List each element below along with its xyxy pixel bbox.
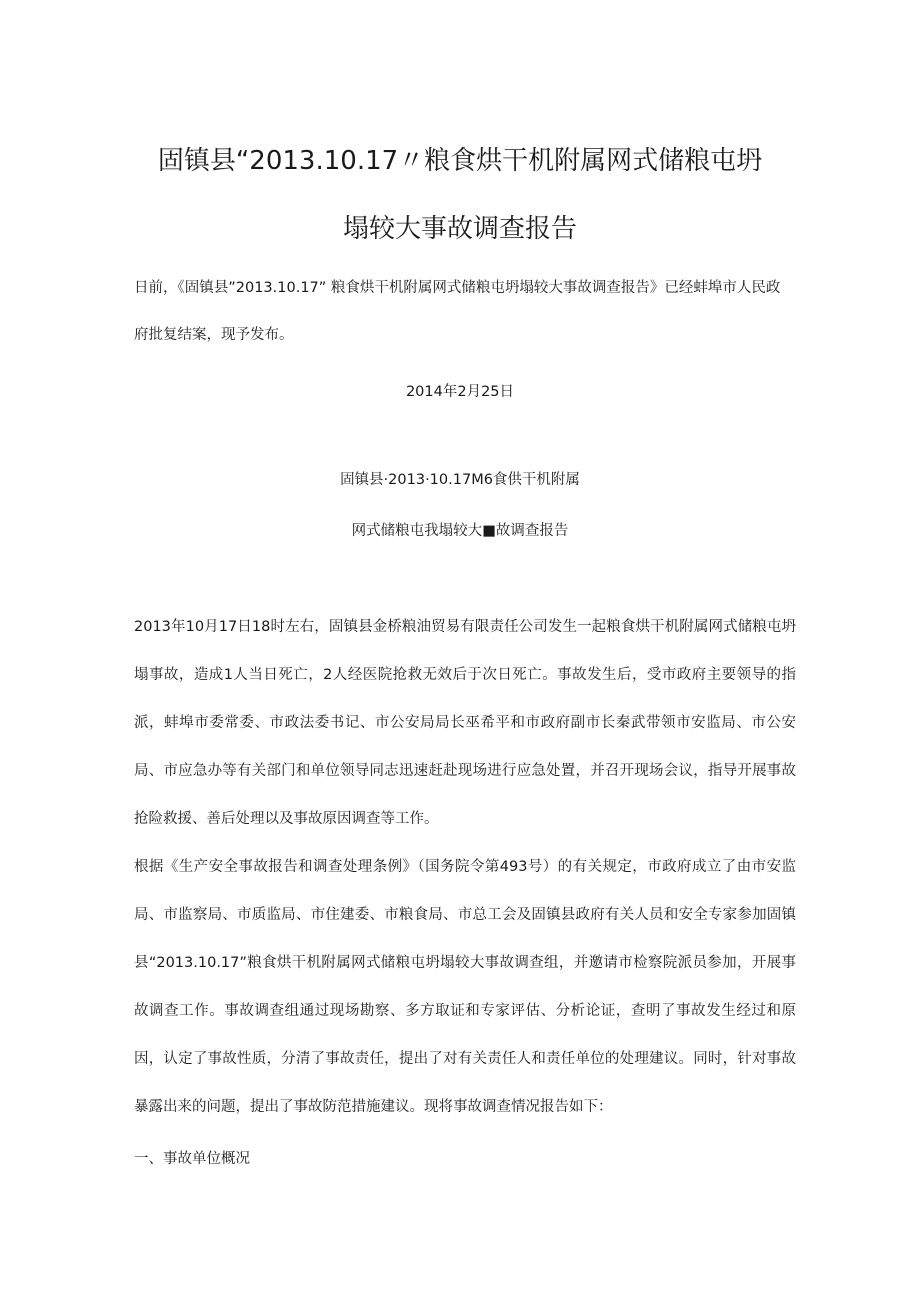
report-title-line1: 固镇县“2013.10.17〃粮食烘干机附属网式储粮屯坍 — [157, 146, 763, 176]
publish-date: 2014年2月25日 — [405, 384, 515, 400]
body-paragraph-2: 根据《生产安全事故报告和调查处理条例》（国务院令第493号）的有关规定，市政府成立了由市安监局、市监察局、市质监局、市住建委、市粮食局、市总工会及固镇县政府有关人员和安全专家参加固镇县“2013.10.17”粮食烘干机附属网式储粮屯坍塌较大事故调查组，并邀请市检察院派员参加，开展事故调查工作。事故调查组通过现场勘察、多方取证和专家评估、分析论证，查明了事故发生经过和原因，认定了事故性质，分清了事故责任，提出了对有关责任人和责任单位的处理建议。同时，针对事故暴露出来的问题，提出了事故防范措施建议。现将事故调查情况报告如下： — [134, 859, 796, 1115]
body-paragraph-1: 2013年10月17日18时左右，固镇县金桥粮油贸易有限责任公司发生一起粮食烘干机附属网式储粮屯坍塌事故，造成1人当日死亡，2人经医院抢救无效后于次日死亡。事故发生后，受市政府主要领导的指派，蚌埠市委常委、市政法委书记、市公安局局长巫希平和市政府副市长秦武带领市安监局、市公安局、市应急办等有关部门和单位领导同志迅速赶赴现场进行应急处置，并召开现场会议，指导开展事故抢险救援、善后处理以及事故原因调查等工作。 — [134, 619, 796, 827]
report-subtitle-line1: 固镇县·2013·10.17M6食供干机附属 — [340, 472, 580, 488]
report-title-line2: 塌较大事故调查报告 — [342, 214, 577, 244]
report-subtitle-line2: 网式储粮屯我塌较大■故调查报告 — [351, 523, 569, 539]
intro-paragraph: 日前，《固镇县”2013.10.17” 粮食烘干机附属网式储粮屯坍塌较大事故调查报告》已经蚌埠市人民政府批复结案，现予发布。 — [134, 280, 781, 343]
section-heading-1: 一、事故单位概况 — [134, 1151, 250, 1167]
